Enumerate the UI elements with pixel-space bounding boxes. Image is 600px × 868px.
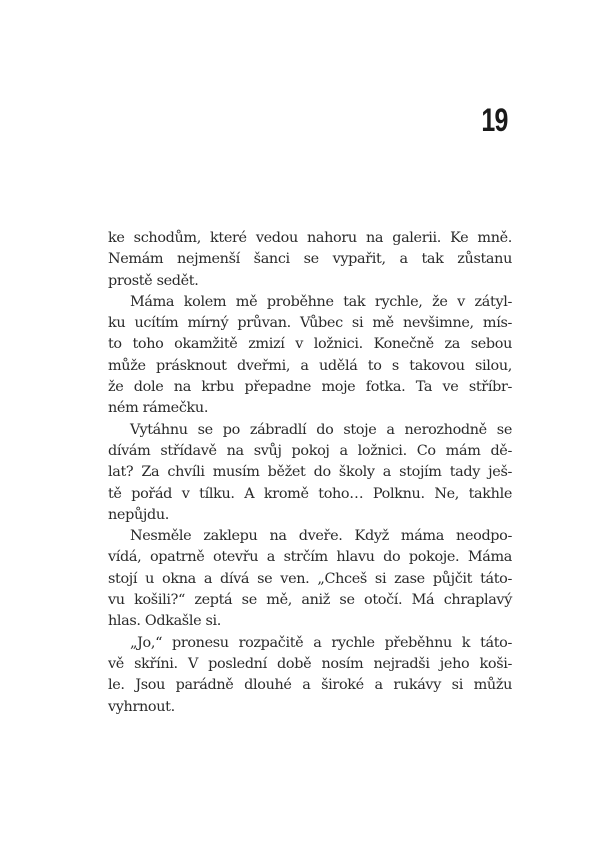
text-line: vyhrnout. <box>108 698 175 715</box>
text-line: ku ucítím mírný průvan. Vůbec si mě nevšimne, mís- <box>108 315 512 332</box>
text-line: le. Jsou parádně dlouhé a široké a rukávy si můžu <box>108 677 512 694</box>
text-line: to toho okamžitě zmizí v ložnici. Konečně za sebou <box>108 336 512 353</box>
text-line: vídá, opatrně otevřu a strčím hlavu do pokoje. Máma <box>108 549 512 566</box>
text-line: že dole na krbu přepadne moje fotka. Ta ve stříbr- <box>108 379 512 396</box>
text-line: hlas. Odkašle si. <box>108 613 221 630</box>
text-line: prostě sedět. <box>108 272 199 289</box>
body-text <box>108 228 512 718</box>
paragraph <box>108 420 512 526</box>
text-line: „Jo,“ pronesu rozpačitě a rychle přeběhnu k táto- <box>130 634 512 651</box>
paragraph <box>108 228 512 292</box>
text-line: ném rámečku. <box>108 400 209 417</box>
text-line: ke schodům, které vedou nahoru na galerii. Ke mně. <box>108 230 512 246</box>
text-line: Nesměle zaklepu na dveře. Když máma neodpo- <box>130 528 512 545</box>
paragraph <box>108 526 512 632</box>
paragraph <box>108 292 512 420</box>
text-line: může prásknout dveřmi, a udělá to s takovou silou, <box>108 357 512 374</box>
text-line: vě skříni. V poslední době nosím nejradši jeho koši- <box>108 655 512 672</box>
text-line: vu košili?“ zeptá se mě, aniž se otočí. Má chraplavý <box>108 592 512 609</box>
chapter-number: 19 <box>481 102 508 138</box>
text-line: lat? Za chvíli musím běžet do školy a stojím tady ješ- <box>108 464 512 481</box>
text-line: Máma kolem mě proběhne tak rychle, že v zátyl- <box>130 293 512 310</box>
text-line: Nemám nejmenší šanci se vypařit, a tak zůstanu <box>108 251 512 268</box>
paragraph <box>108 633 512 718</box>
text-line: nepůjdu. <box>108 506 169 523</box>
text-line: Vytáhnu se po zábradlí do stoje a nerozhodně se <box>130 421 512 438</box>
text-line: dívám střídavě na svůj pokoj a ložnici. Co mám dě- <box>108 442 512 459</box>
text-line: stojí u okna a dívá se ven. „Chceš si zase půjčit táto- <box>108 570 512 587</box>
text-line: tě pořád v tílku. A kromě toho… Polknu. Ne, takhle <box>108 485 512 502</box>
